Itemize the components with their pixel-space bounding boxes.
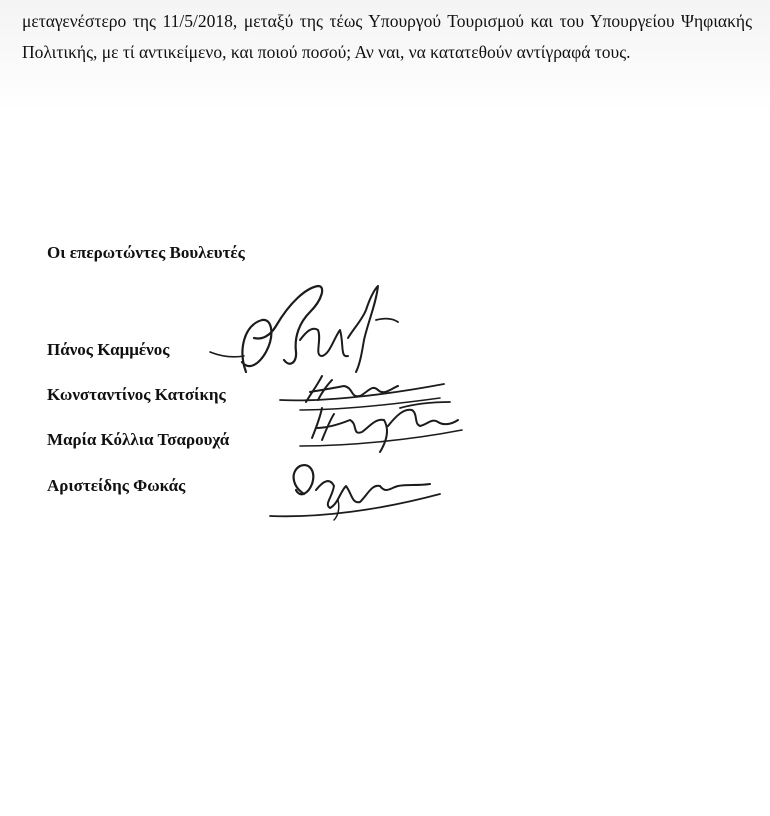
signature-kammenos [210,286,398,372]
signature-katsikis [280,376,444,410]
signatory-name-fokas: Αριστείδης Φωκάς [47,476,186,495]
signature-fokas [270,465,440,520]
signatory-name-katsikis: Κωνσταντίνος Κατσίκης [47,385,226,404]
signatory-name-kammenos: Πάνος Καμμένος [47,340,170,359]
signature-kollia-tsarouxa [300,402,462,452]
signatory-name-kollia-tsarouxa: Μαρία Κόλλια Τσαρουχά [47,430,230,449]
signatories-heading: Οι επερωτώντες Βουλευτές [47,243,245,262]
body-paragraph: μεταγενέστερο της 11/5/2018, μεταξύ της τέως Υπουργού Τουρισμού και του Υπουργείου Ψηφιακής Πολιτικής, με τί αντικείμενο, και ποιού ποσού; Αν ναι, να κατατεθούν αντίγραφά τους. [22,11,752,62]
